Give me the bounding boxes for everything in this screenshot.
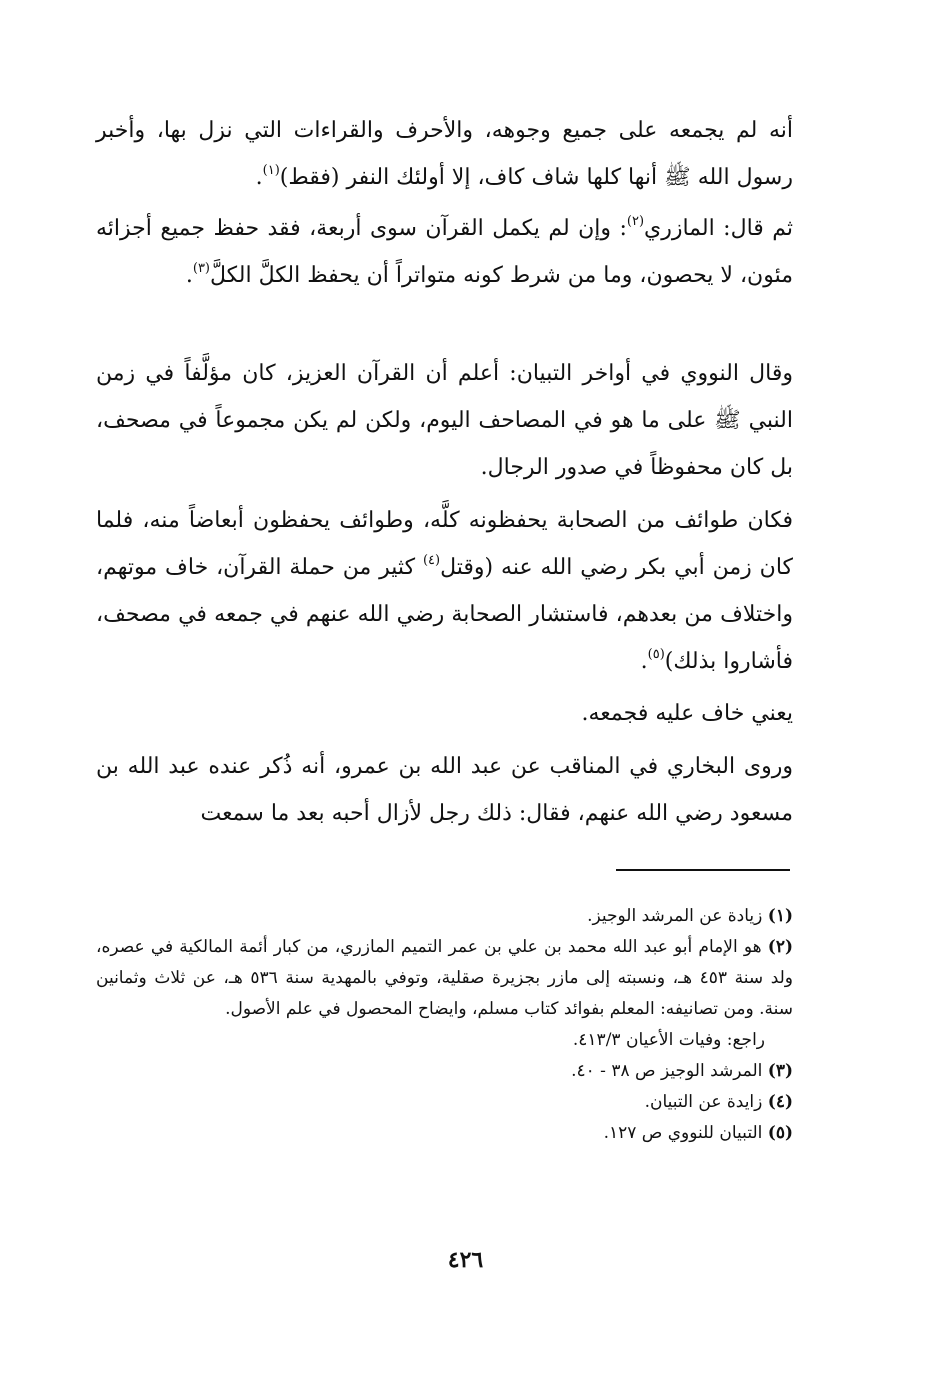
paragraph-6-text: وروى البخاري في المناقب عن عبد الله بن عمرو، أنه ذُكر عنده عبد الله بن مسعود رضي الله عنهم، فقال: ذلك رجل لأزال أحبه بعد ما سمعت (96, 754, 793, 826)
paragraph-1-tail: . (255, 165, 263, 190)
footnote-number: (٥) (767, 1123, 793, 1143)
paragraph-4-text-a: فكان طوائف من الصحابة يحفظونه كلَّه، وطوائف يحفظون أبعاضاً منه، فلما كان زمن أبي بكر رضي الله عنه (وقتل (96, 508, 793, 580)
paragraph-4-tail: . (640, 649, 648, 674)
footnote-ref-4[interactable]: (٤) (422, 553, 441, 568)
footnote-1 (96, 901, 793, 932)
footnote-separator (616, 869, 790, 871)
paragraph-1-text: أنه لم يجمعه على جميع وجوهه، والأحرف والقراءات التي نزل بها، وأخبر رسول الله ﷺ أنها كلها شاف كاف، إلا أولئك النفر (فقط) (96, 118, 793, 190)
paragraph-2 (96, 205, 793, 299)
paragraph-2-text-a: ثم قال: المازري (644, 216, 793, 241)
footnote-ref-2[interactable]: (٢) (626, 214, 645, 229)
paragraph-6 (96, 743, 793, 837)
paragraph-3-text: وقال النووي في أواخر التبيان: أعلم أن القرآن العزيز، كان مؤلَّفاً في زمن النبي ﷺ على ما هو في المصاحف اليوم، ولكن لم يكن مجموعاً في مصحف، بل كان محفوظاً في صدور الرجال. (96, 361, 793, 480)
footnote-4 (96, 1087, 793, 1118)
page-number: ٤٢٦ (447, 1247, 484, 1273)
footnote-2 (96, 932, 793, 1025)
footnotes (96, 901, 793, 1149)
paragraph-2-text-b: : وإن لم يكمل القرآن سوى أربعة، فقد حفظ جميع أجزائه مئون، لا يحصون، وما من شرط كونه متواتراً أن يحفظ الكلَّ الكلَّ (96, 216, 793, 288)
footnote-text: هو الإمام أبو عبد الله محمد بن علي بن عمر التميم المازري، من كبار أئمة المالكية في عصره، ولد سنة ٤٥٣ هـ، ونسبته إلى مازر بجزيرة صقلية، وتوفي بالمهدية سنة ٥٣٦ هـ، عن ثلاث وثمانين سنة. ومن تصانيفه: المعلم بفوائد كتاب مسلم، وايضاح المحصول في علم الأصول. (96, 937, 794, 1019)
footnote-text: راجع: وفيات الأعيان ٤١٣/٣. (572, 1030, 765, 1050)
paragraph-4-text-b: كثير من حملة القرآن، خاف موتهم، واختلاف من بعدهم، فاستشار الصحابة رضي الله عنهم في جمعه في مصحف، فأشاروا بذلك) (96, 555, 794, 674)
footnote-text: التبيان للنووي ص ١٢٧. (603, 1123, 763, 1143)
footnote-ref-1[interactable]: (١) (262, 163, 280, 178)
footnote-5 (96, 1118, 793, 1149)
paragraph-3 (96, 350, 793, 491)
paragraph-4 (96, 497, 793, 685)
footnote-number: (٢) (767, 937, 793, 957)
paragraph-2-tail: . (185, 263, 193, 288)
paragraph-5-text: يعني خاف عليه فجمعه. (581, 701, 793, 726)
footnote-2-reference (96, 1025, 793, 1056)
paragraph-5 (96, 690, 793, 737)
footnote-text: زايدة عن التبيان. (644, 1092, 763, 1112)
footnote-ref-3[interactable]: (٣) (192, 261, 210, 276)
footnote-number: (٣) (767, 1061, 793, 1081)
footnote-3 (96, 1056, 793, 1087)
footnote-ref-5[interactable]: (٥) (647, 647, 665, 662)
footnote-text: زيادة عن المرشد الوجيز. (587, 906, 763, 926)
paragraph-1 (96, 107, 793, 201)
footnote-text: المرشد الوجيز ص ٣٨ - ٤٠. (571, 1061, 763, 1081)
footnote-number: (١) (767, 906, 793, 926)
footnote-number: (٤) (767, 1092, 793, 1112)
